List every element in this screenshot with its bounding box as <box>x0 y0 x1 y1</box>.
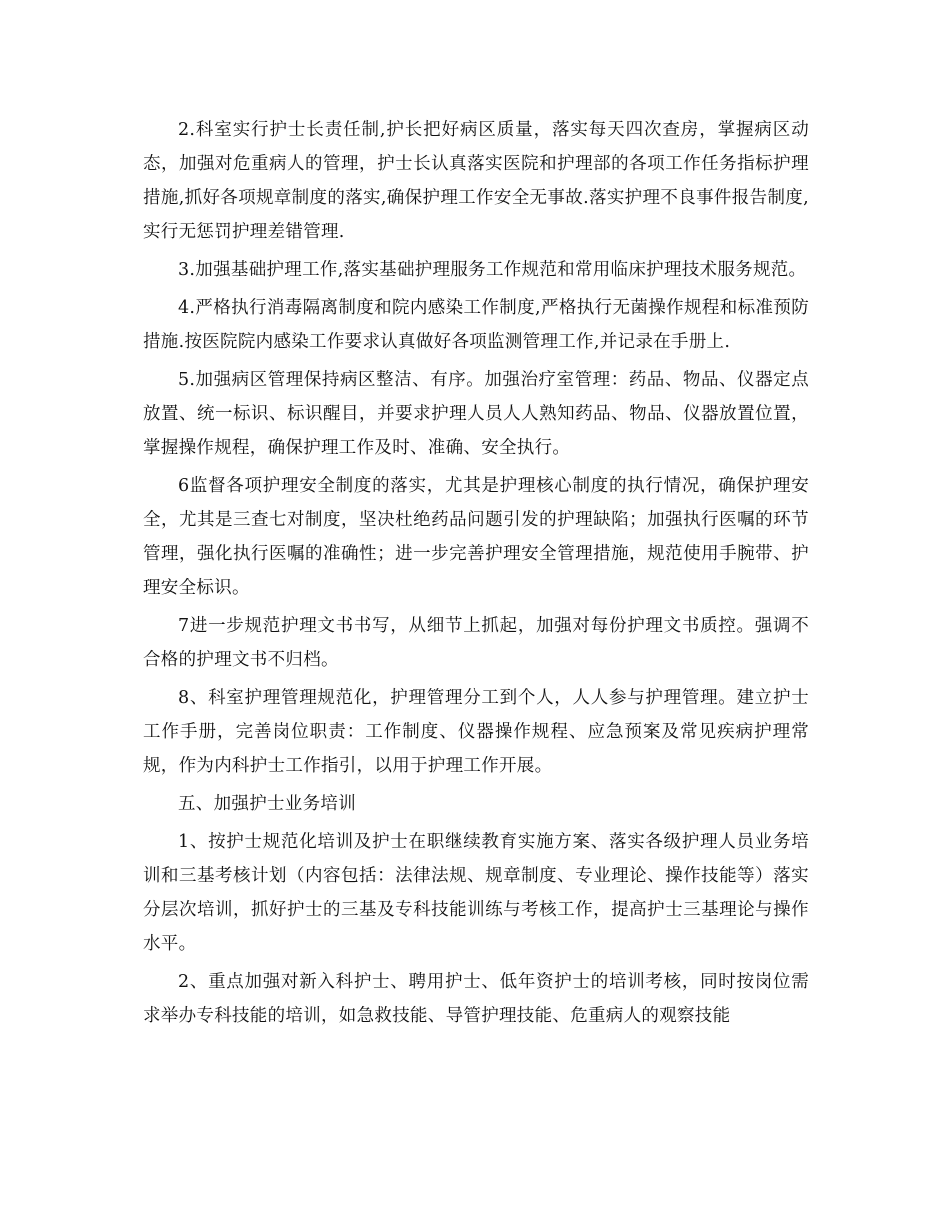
paragraph-new-nurse-training: 2、重点加强对新入科护士、聘用护士、低年资护士的培训考核，同时按岗位需求举办专科技能的培训，如急救技能、导管护理技能、危重病人的观察技能 <box>143 972 809 1026</box>
paragraph-standardized-training: 1、按护士规范化培训及护士在职继续教育实施方案、落实各级护理人员业务培训和三基考核计划（内容包括：法律法规、规章制度、专业理论、操作技能等）落实分层次培训，抓好护士的三基及专科技能训练与考核工作，提高护士三基理论与操作水平。 <box>143 832 809 954</box>
document-page <box>143 113 809 1037</box>
paragraph-infection-control: 4.严格执行消毒隔离制度和院内感染工作制度,严格执行无菌操作规程和标准预防措施.按医院院内感染工作要求认真做好各项监测管理工作,并记录在手册上. <box>143 298 809 352</box>
section-heading-training: 五、加强护士业务培训 <box>178 794 356 814</box>
paragraph-safety-supervision: 6监督各项护理安全制度的落实，尤其是护理核心制度的执行情况，确保护理安全，尤其是三查七对制度，坚决杜绝药品问题引发的护理缺陷；加强执行医嘱的环节管理，强化执行医嘱的准确性；进一步完善护理安全管理措施，规范使用手腕带、护理安全标识。 <box>143 476 809 598</box>
paragraph-nursing-documents: 7进一步规范护理文书书写，从细节上抓起，加强对每份护理文书质控。强调不合格的护理文书不归档。 <box>143 616 809 670</box>
paragraph-ward-management: 5.加强病区管理保持病区整洁、有序。加强治疗室管理：药品、物品、仪器定点放置、统一标识、标识醒目，并要求护理人员人人熟知药品、物品、仪器放置位置，掌握操作规程，确保护理工作及时、准确、安全执行。 <box>143 370 809 458</box>
paragraph-responsibility-system: 2.科室实行护士长责任制,护长把好病区质量，落实每天四次查房，掌握病区动态，加强对危重病人的管理，护士长认真落实医院和护理部的各项工作任务指标护理措施,抓好各项规章制度的落实,确保护理工作安全无事故.落实护理不良事件报告制度,实行无惩罚护理差错管理. <box>143 120 809 242</box>
paragraph-basic-nursing: 3.加强基础护理工作,落实基础护理服务工作规范和常用临床护理技术服务规范。 <box>178 260 807 280</box>
paragraph-standardized-management: 8、科室护理管理规范化，护理管理分工到个人，人人参与护理管理。建立护士工作手册，完善岗位职责：工作制度、仪器操作规程、应急预案及常见疾病护理常规，作为内科护士工作指引，以用于护理工作开展。 <box>143 688 809 776</box>
